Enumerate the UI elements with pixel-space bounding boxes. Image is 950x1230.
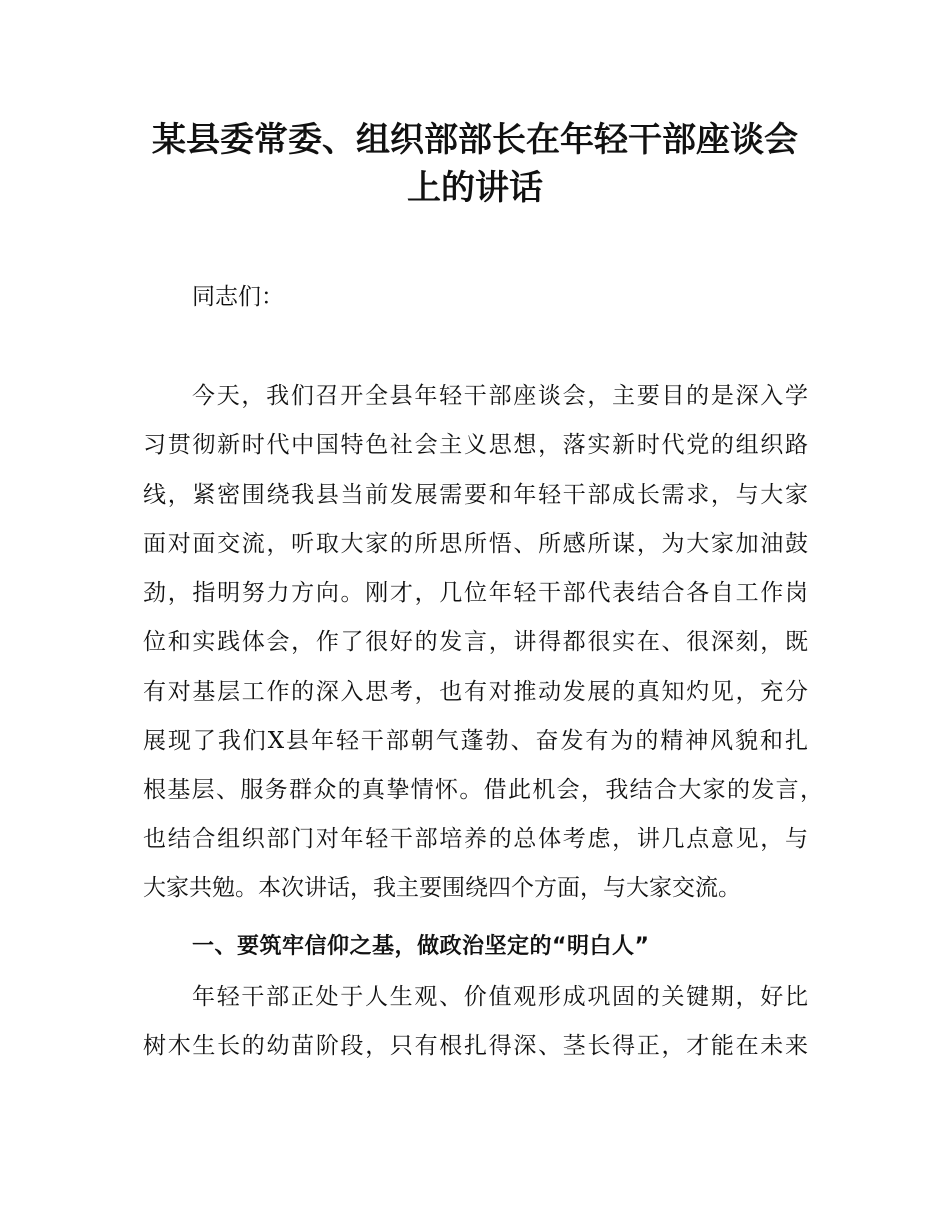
document-title-line-2: 上的讲话 (407, 168, 543, 208)
paragraph-line: 根基层、服务群众的真挚情怀。借此机会，我结合大家的发言， (143, 777, 823, 803)
salutation: 同志们： (192, 284, 284, 310)
document-title-line-1: 某县委常委、组织部部长在年轻干部座谈会 (152, 120, 798, 160)
paragraph-line: 树木生长的幼苗阶段，只有根扎得深、茎长得正，才能在未来 (143, 1033, 808, 1059)
paragraph-line: 展现了我们X县年轻干部朝气蓬勃、奋发有为的精神风貌和扎 (143, 728, 808, 754)
paragraph-line: 习贯彻新时代中国特色社会主义思想，落实新时代党的组织路 (143, 432, 808, 458)
section-heading: 一、要筑牢信仰之基，做政治坚定的“明白人” (192, 934, 650, 959)
paragraph-line: 面对面交流，听取大家的所思所悟、所感所谋，为大家加油鼓 (143, 531, 808, 557)
paragraph-line: 劲，指明努力方向。刚才，几位年轻干部代表结合各自工作岗 (143, 580, 808, 606)
paragraph-line: 年轻干部正处于人生观、价值观形成巩固的关键期，好比 (192, 984, 808, 1010)
paragraph-line: 大家共勉。本次讲话，我主要围绕四个方面，与大家交流。 (143, 875, 741, 901)
paragraph-line: 位和实践体会，作了很好的发言，讲得都很实在、很深刻，既 (143, 629, 808, 655)
paragraph-line: 也结合组织部门对年轻干部培养的总体考虑，讲几点意见，与 (143, 826, 808, 852)
paragraph-line: 有对基层工作的深入思考，也有对推动发展的真知灼见，充分 (143, 679, 808, 705)
paragraph-line: 今天，我们召开全县年轻干部座谈会，主要目的是深入学 (192, 383, 808, 409)
paragraph-line: 线，紧密围绕我县当前发展需要和年轻干部成长需求，与大家 (143, 482, 808, 508)
